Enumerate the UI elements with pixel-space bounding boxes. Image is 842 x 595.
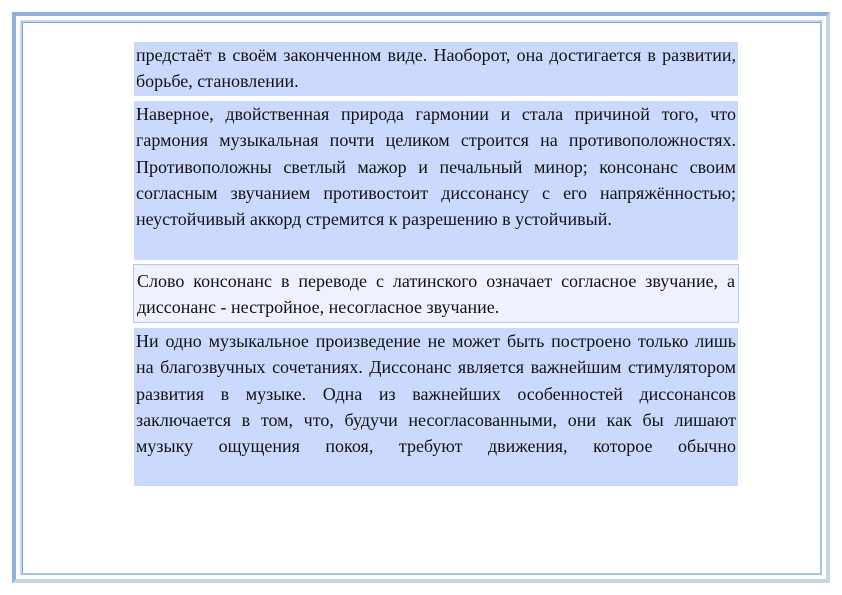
paragraph-dissonance: Ни одно музыкальное произведение не может быть построено только лишь на благозвучных сочетаниях. Диссонанс является важнейшим стимулятором развития в музыке. Одна из важнейших особенностей диссонансов заключается в том, что, будучи несогласованными, они как бы лишают музыку ощущения покоя, требуют движения, которое обычно [136,331,736,457]
text-block-2 [134,101,738,260]
paragraph-continuation: предстаёт в своём законченном виде. Наоборот, она достигается в развитии, борьбе, становлении. [136,45,736,92]
paragraph-definition: Слово консонанс в переводе с латинского означает согласное звучание, а диссонанс - нестройное, несогласное звучание. [137,271,735,318]
paragraph-harmony: Наверное, двойственная природа гармонии и стала причиной того, что гармония музыкальная почти целиком строится на противоположностях. Противоположны светлый мажор и печальный минор; консонанс своим согласным звучанием противостоит диссонансу с его напряжённостью; неустойчивый аккорд стремится к разрешению в устойчивый. [136,104,736,230]
text-block-4 [134,328,738,486]
text-block-3-definition [133,264,739,323]
text-block-1 [134,42,738,96]
